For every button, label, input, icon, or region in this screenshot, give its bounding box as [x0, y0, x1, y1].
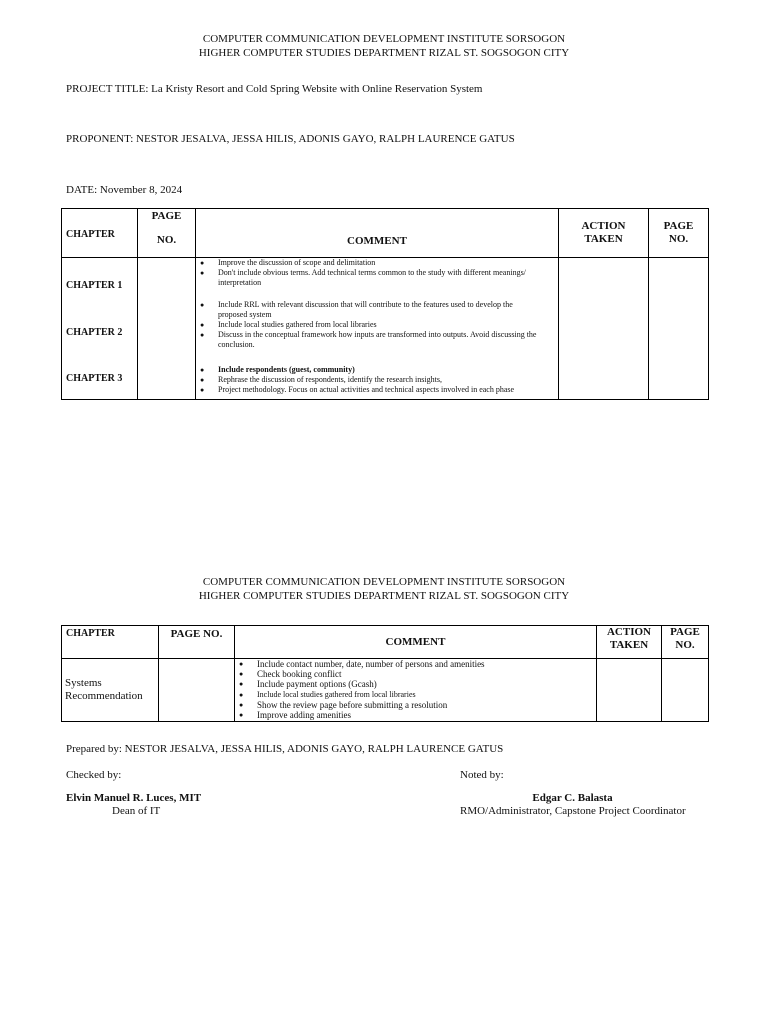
list-item: ● Don't include obvious terms. Add technical terms common to the study with different meanings/ interpretation	[196, 268, 541, 288]
department-name-2: HIGHER COMPUTER STUDIES DEPARTMENT RIZAL ST. SOGSOGON CITY	[198, 590, 570, 602]
col-header-chapter-2: CHAPTER	[62, 626, 159, 659]
checker-name: Elvin Manuel R. Luces, MIT	[66, 792, 202, 804]
list-item: ● Include local studies gathered from local libraries	[196, 320, 541, 330]
row-label-cell	[62, 659, 159, 722]
col-header-comment-2: COMMENT	[235, 626, 597, 659]
systems-recommendation-label: Systems Recommendation	[65, 677, 143, 702]
list-item: ● Discuss in the conceptual framework how inputs are transformed into outputs. Avoid discussing the conclusion.	[196, 330, 541, 350]
page-cell-2	[662, 659, 709, 722]
action-taken-cell-2	[597, 659, 662, 722]
list-item: ● Include RRL with relevant discussion that will contribute to the features used to develop the proposed system	[196, 300, 541, 320]
chapter-2-label: CHAPTER 2	[66, 327, 123, 338]
chapter-1-label: CHAPTER 1	[66, 280, 123, 291]
list-item: ● Include local studies gathered from local libraries	[235, 690, 596, 700]
col-header-action-taken: ACTION TAKEN	[559, 209, 649, 258]
department-name: HIGHER COMPUTER STUDIES DEPARTMENT RIZAL ST. SOGSOGON CITY	[198, 47, 570, 59]
action-taken-cell	[559, 258, 649, 400]
col-header-chapter: CHAPTER	[62, 209, 138, 258]
recommendation-comments	[235, 659, 596, 720]
checked-by-label: Checked by:	[66, 769, 122, 781]
list-item: ● Check booking conflict	[235, 669, 596, 679]
checker-title: Dean of IT	[112, 805, 161, 817]
prepared-by: Prepared by: NESTOR JESALVA, JESSA HILIS, ADONIS GAYO, RALPH LAURENCE GATUS	[66, 743, 504, 755]
institute-name: COMPUTER COMMUNICATION DEVELOPMENT INSTITUTE SORSOGON	[202, 33, 566, 45]
page-no-cell-2	[159, 659, 235, 722]
comments-table	[61, 208, 709, 400]
chapter-cell	[62, 258, 138, 400]
list-item: ● Show the review page before submitting a resolution	[235, 700, 596, 710]
proponent: PROPONENT: NESTOR JESALVA, JESSA HILIS, ADONIS GAYO, RALPH LAURENCE GATUS	[66, 133, 515, 145]
page-cell	[649, 258, 709, 400]
col-header-page-no-2: PAGE NO.	[159, 626, 235, 659]
list-item: ● Improve the discussion of scope and delimitation	[196, 258, 541, 268]
date: DATE: November 8, 2024	[66, 184, 183, 196]
list-item: ● Include respondents (guest, community)	[196, 365, 541, 375]
col-header-page: PAGE NO.	[649, 209, 709, 258]
chapter-3-label: CHAPTER 3	[66, 373, 123, 384]
list-item: ● Project methodology. Focus on actual activities and technical aspects involved in each phase	[196, 385, 541, 395]
project-title: PROJECT TITLE: La Kristy Resort and Cold Spring Website with Online Reservation System	[66, 83, 483, 95]
chapter-3-comments	[196, 365, 541, 395]
col-header-page-2: PAGE NO.	[662, 626, 709, 659]
col-header-comment: COMMENT	[196, 209, 559, 258]
page-no-cell	[138, 258, 196, 400]
noted-by-label: Noted by:	[460, 769, 504, 781]
list-item: ● Rephrase the discussion of respondents, identify the research insights,	[196, 375, 541, 385]
list-item: ● Improve adding amenities	[235, 710, 596, 720]
chapter-2-comments	[196, 300, 541, 350]
list-item: ● Include contact number, date, number of persons and amenities	[235, 659, 596, 669]
noter-title: RMO/Administrator, Capstone Project Coordinator	[460, 805, 686, 817]
col-header-page-no: PAGE NO.	[138, 209, 196, 258]
col-header-action-taken-2: ACTION TAKEN	[597, 626, 662, 659]
recommendation-table	[61, 625, 709, 722]
institute-name-2: COMPUTER COMMUNICATION DEVELOPMENT INSTITUTE SORSOGON	[202, 576, 566, 588]
chapter-1-comments	[196, 258, 541, 288]
noter-name: Edgar C. Balasta	[532, 792, 613, 804]
comment-cell-2	[235, 659, 597, 722]
list-item: ● Include payment options (Gcash)	[235, 679, 596, 689]
comment-cell	[196, 258, 559, 400]
